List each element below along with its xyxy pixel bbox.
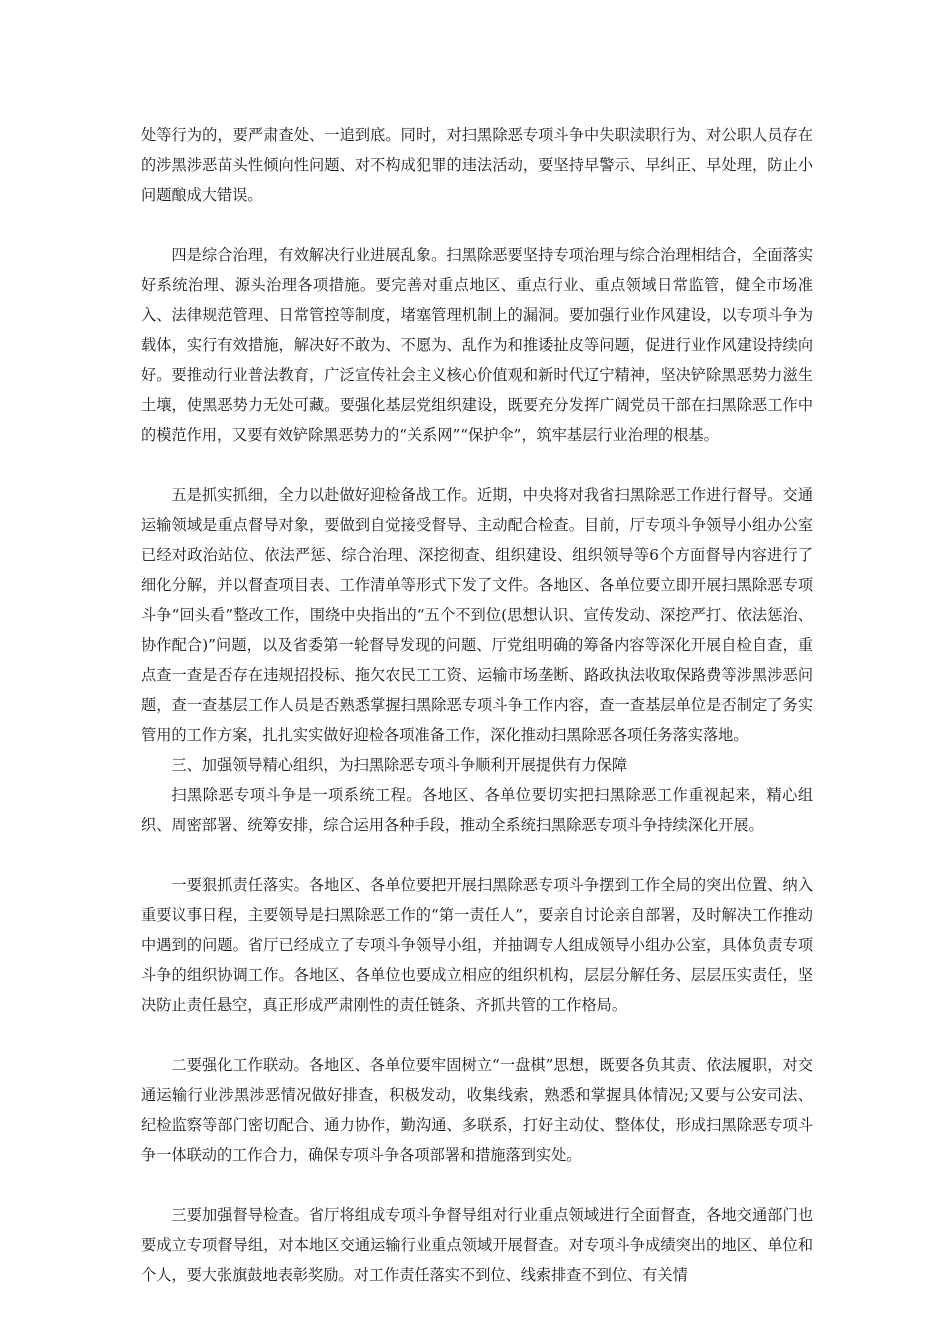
section-intro: 扫黑除恶专项斗争是一项系统工程。各地区、各单位要切实把扫黑除恶工作重视起来，精心组织、周密部署、统筹安排，综合运用各种手段，推动全系统扫黑除恶专项斗争持续深化开展。 [141,786,813,834]
paragraph-point-four: 四是综合治理，有效解决行业进展乱象。扫黑除恶要坚持专项治理与综合治理相结合，全面落实好系统治理、源头治理各项措施。要完善对重点地区、重点行业、重点领域日常监管，健全市场准入、法律规范管理、日常管控等制度，堵塞管理机制上的漏洞。要加强行业作风建设，以专项斗争为载体，实行有效措施，解决好不敢为、不愿为、乱作为和推诿扯皮等问题，促进行业作风建设持续向好。要推动行业普法教育，广泛宣传社会主义核心价值观和新时代辽宁精神，坚决铲除黑恶势力滋生土壤，使黑恶势力无处可藏。要强化基层党组织建设，既要充分发挥广阔党员干部在扫黑除恶工作中的模范作用，又要有效铲除黑恶势力的“关系网”“保护伞”，筑牢基层行业治理的根基。 [141,246,813,444]
paragraph-responsibility: 一要狠抓责任落实。各地区、各单位要把开展扫黑除恶专项斗争摆到工作全局的突出位置、纳入重要议事日程，主要领导是扫黑除恶工作的“第一责任人”，要亲自讨论亲自部署，及时解决工作推动中遇到的问题。省厅已经成立了专项斗争领导小组，并抽调专人组成领导小组办公室，具体负责专项斗争的组织协调工作。各地区、各单位也要成立相应的组织机构，层层分解任务、层层压实责任，坚决防止责任悬空，真正形成严肃刚性的责任链条、齐抓共管的工作格局。 [141,876,813,1014]
paragraph-point-five: 五是抓实抓细，全力以赴做好迎检备战工作。近期，中央将对我省扫黑除恶工作进行督导。交通运输领域是重点督导对象，要做到自觉接受督导、主动配合检查。目前，厅专项斗争领导小组办公室已经对政治站位、依法严惩、综合治理、深挖彻查、组织建设、组织领导等6个方面督导内容进行了细化分解，并以督查项目表、工作清单等形式下发了文件。各地区、各单位要立即开展扫黑除恶专项斗争“回头看”整改工作，围绕中央指出的“五个不到位(思想认识、宣传发动、深挖严打、依法惩治、协作配合)”问题，以及省委第一轮督导发现的问题、厅党组明确的筹备内容等深化开展自检自查，重点查一查是否存在违规招投标、拖欠农民工工资、运输市场垄断、路政执法收取保路费等涉黑涉恶问题，查一查基层工作人员是否熟悉掌握扫黑除恶专项斗争工作内容，查一查基层单位是否制定了务实管用的工作方案，扎扎实实做好迎检各项准备工作，深化推动扫黑除恶各项任务落实落地。 [141,486,813,744]
document-page [141,120,813,1290]
paragraph-inspection: 三要加强督导检查。省厅将组成专项斗争督导组对行业重点领域进行全面督查，各地交通部门也要成立专项督导组，对本地区交通运输行业重点领域开展督查。对专项斗争成绩突出的地区、单位和个人，要大张旗鼓地表彰奖励。对工作责任落实不到位、线索排查不到位、有关情 [141,1206,813,1284]
paragraph-continued: 处等行为的，要严肃查处、一追到底。同时，对扫黑除恶专项斗争中失职渎职行为、对公职人员存在的涉黑涉恶苗头性倾向性问题、对不构成犯罪的违法活动，要坚持早警示、早纠正、早处理，防止小问题酿成大错误。 [141,126,813,204]
section-heading: 三、加强领导精心组织，为扫黑除恶专项斗争顺利开展提供有力保障 [171,756,628,774]
paragraph-coordination: 二要强化工作联动。各地区、各单位要牢固树立“一盘棋”思想，既要各负其责、依法履职，对交通运输行业涉黑涉恶情况做好排查，积极发动，收集线索，熟悉和掌握具体情况;又要与公安司法、纪检监察等部门密切配合、通力协作，勤沟通、多联系，打好主动仗、整体仗，形成扫黑除恶专项斗争一体联动的工作合力，确保专项斗争各项部署和措施落到实处。 [141,1056,813,1164]
